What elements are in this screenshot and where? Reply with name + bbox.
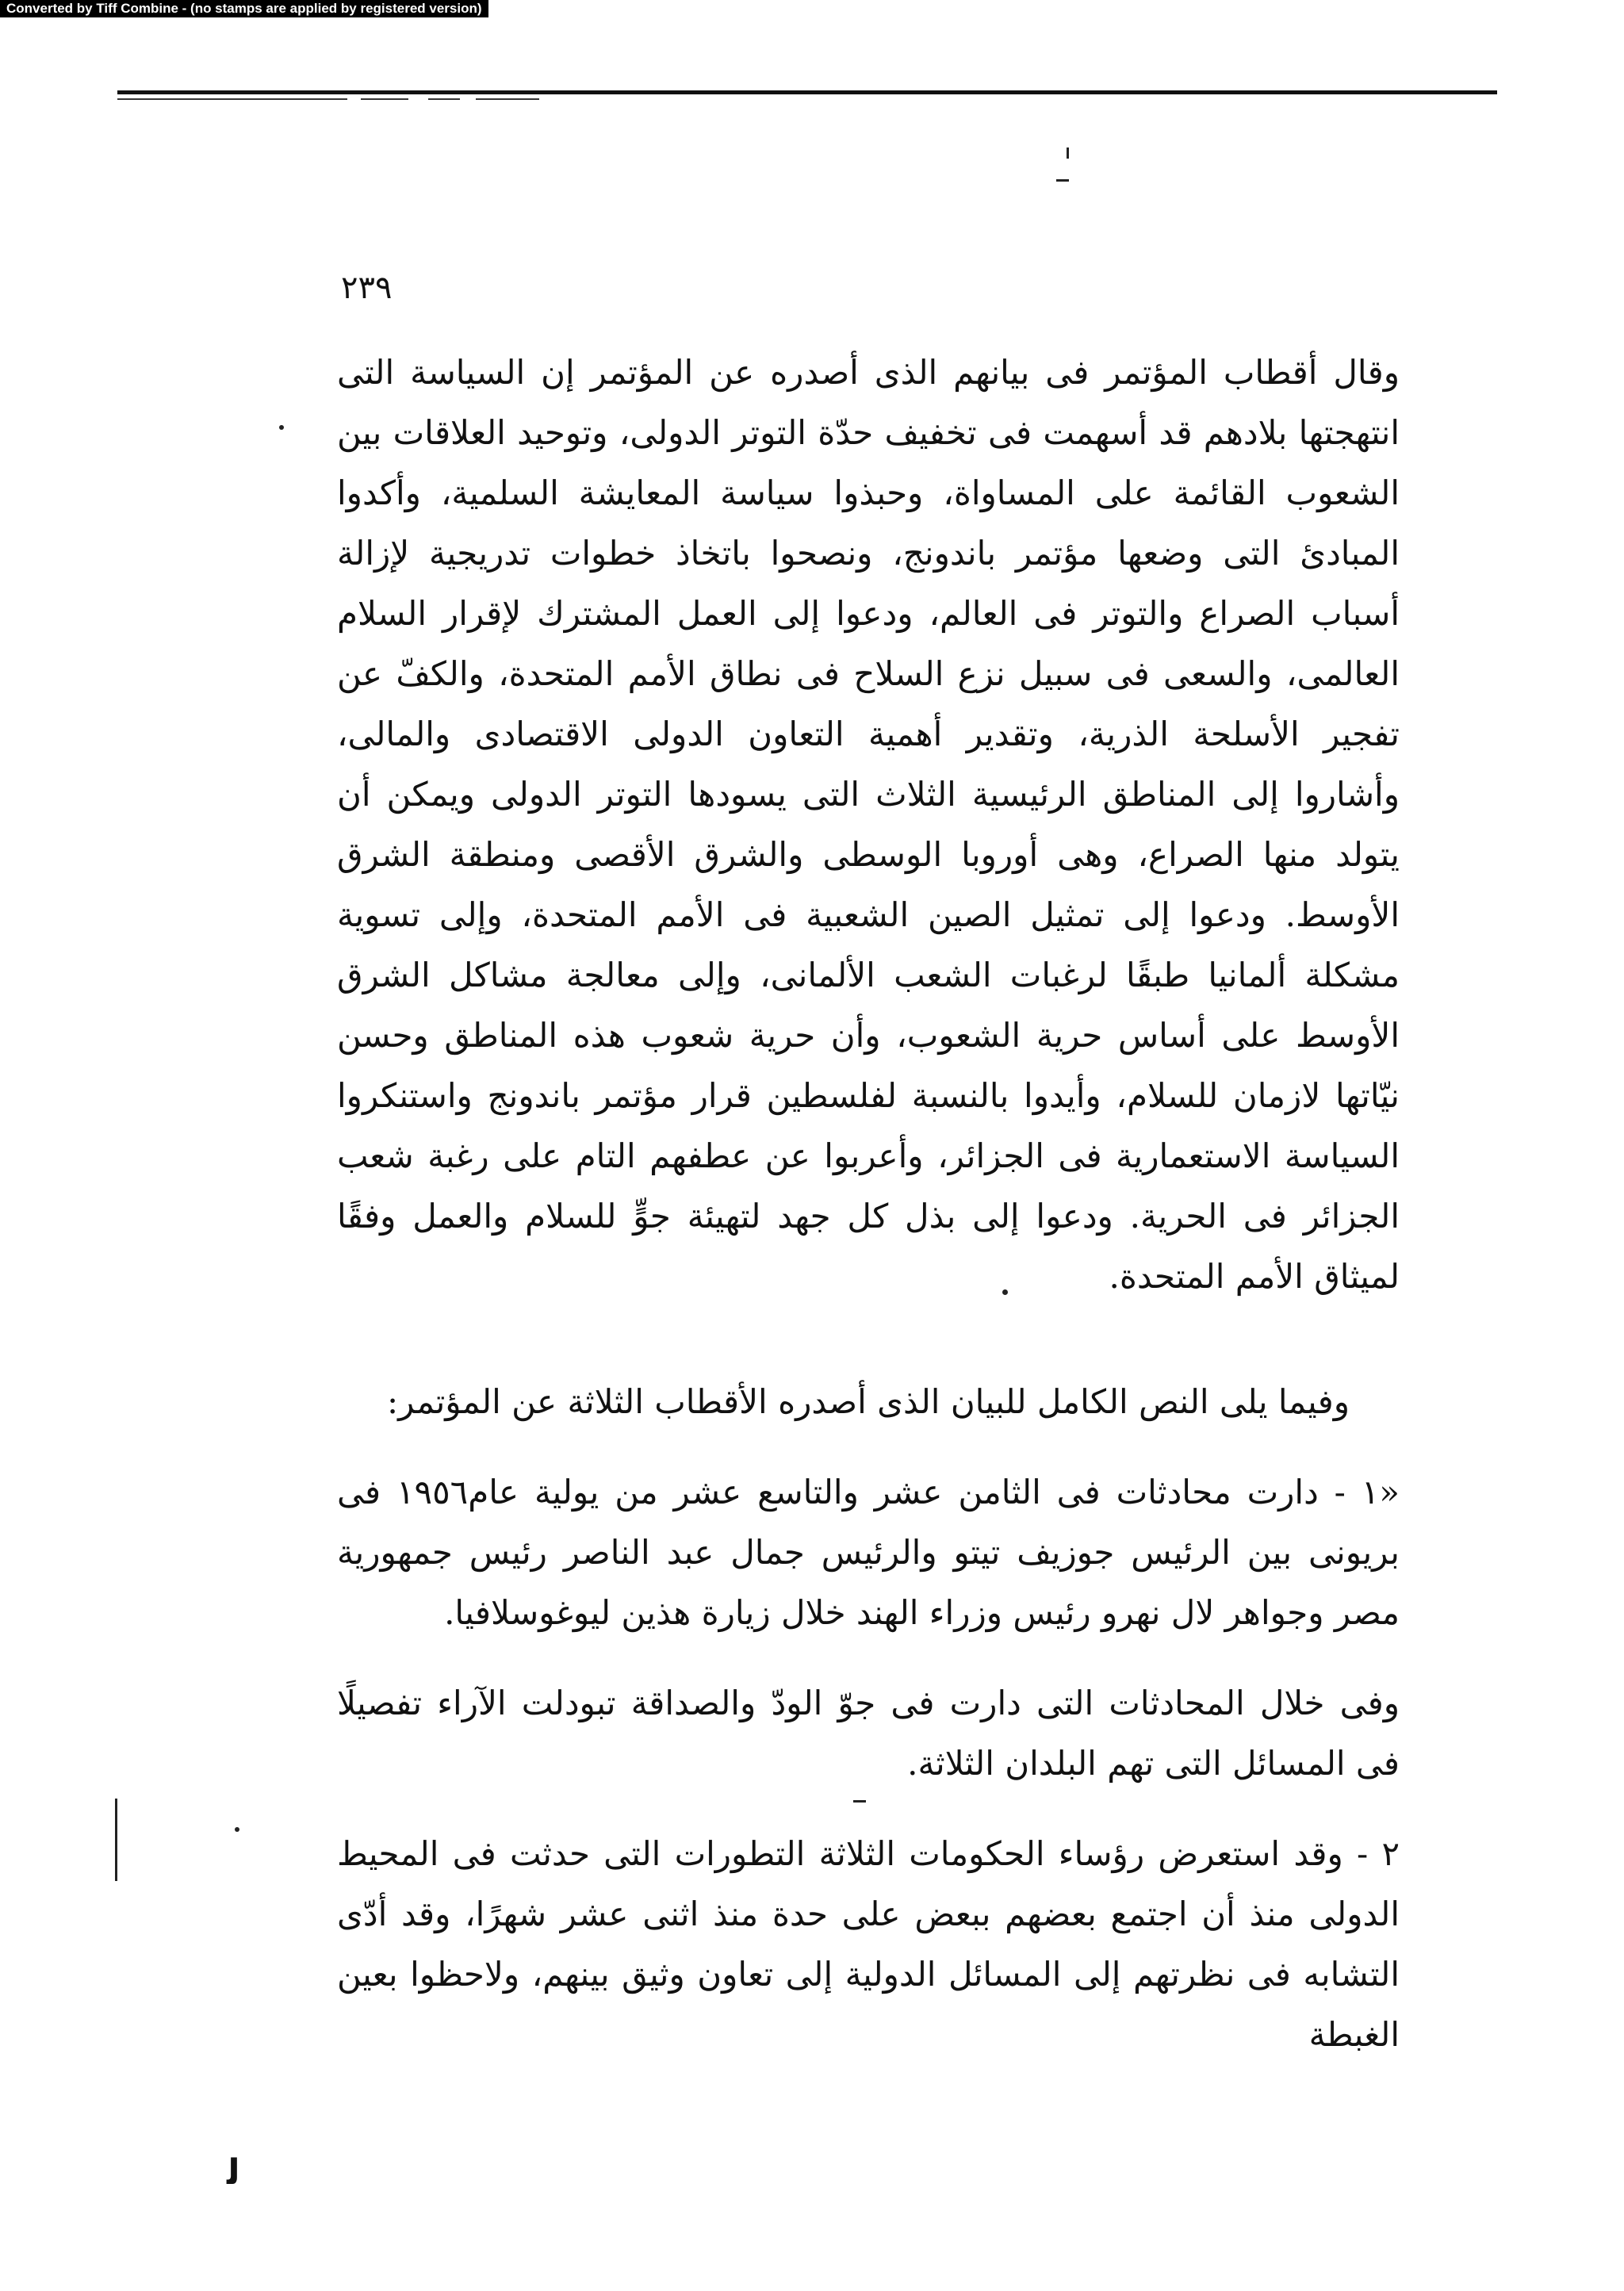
statement-clause-1: «١ - دارت محادثات فى الثامن عشر والتاسع عشر من يولية عام١٩٥٦ فى بريونى بين الرئيس جوزيف تيتو والرئيس جمال عبد الناصر رئيس جمهورية مصر وجواهر لال نهرو رئيس وزراء الهند خلال زيارة هذين ليوغوسلافيا. [337,1473,1400,1632]
header-rule-fragment [361,98,408,100]
body-text-bottom [337,1372,1400,2095]
margin-line [115,1799,117,1881]
header-rule-fragment [476,98,539,100]
scan-speck [1067,147,1069,159]
scan-speck [279,425,284,430]
header-rule [117,90,1497,94]
statement-intro: وفيما يلى النص الكامل للبيان الذى أصدره الأقطاب الثلاثة عن المؤتمر: [387,1382,1350,1421]
scan-speck [1056,179,1069,182]
statement-clause-2: ٢ - وقد استعرض رؤساء الحكومات الثلاثة التطورات التى حدثت فى المحيط الدولى منذ أن اجتمع بعضهم ببعض على حدة منذ اثنى عشر شهرًا، وقد أدّى التشابه فى نظرتهم إلى المسائل الدولية إلى تعاون وثيق بينهم، ولاحظوا بعين الغبطة [337,1834,1400,2054]
page-number: ٢٣٩ [341,270,393,306]
converter-banner: Converted by Tiff Combine - (no stamps are applied by registered version) [0,0,488,17]
statement-paragraph: وفى خلال المحادثات التى دارت فى جوّ الودّ والصداقة تبودلت الآراء تفصيلًا فى المسائل التى تهم البلدان الثلاثة. [337,1684,1400,1783]
body-text-top [337,343,1400,1307]
header-rule-fragment [117,98,347,100]
header-rule-fragment [428,98,460,100]
footer-mark: ﻟ [227,2152,240,2193]
body-paragraph: وقال أقطاب المؤتمر فى بيانهم الذى أصدره عن المؤتمر إن السياسة التى انتهجتها بلادهم قد أسهمت فى تخفيف حدّة التوتر الدولى، وتوحيد العلاقات بين الشعوب القائمة على المساواة، وحبذوا سياسة المعايشة السلمية، وأكدوا المبادئ التى وضعها مؤتمر باندونج، ونصحوا باتخاذ خطوات تدريجية لإزالة أسباب الصراع والتوتر فى العالم، ودعوا إلى العمل المشترك لإقرار السلام العالمى، والسعى فى سبيل نزع السلاح فى نطاق الأمم المتحدة، والكفّ عن تفجير الأسلحة الذرية، وتقدير أهمية التعاون الدولى الاقتصادى والمالى، وأشاروا إلى المناطق الرئيسية الثلاث التى يسودها التوتر الدولى ويمكن أن يتولد منها الصراع، وهى أوروبا الوسطى والشرق الأقصى ومنطقة الشرق الأوسط. ودعوا إلى تمثيل الصين الشعبية فى الأمم المتحدة، وإلى تسوية مشكلة ألمانيا طبقًا لرغبات الشعب الألمانى، وإلى معالجة مشاكل الشرق الأوسط على أساس حرية الشعوب، وأن حرية شعوب هذه المناطق وحسن نيّاتها لازمان للسلام، وأيدوا بالنسبة لفلسطين قرار مؤتمر باندونج واستنكروا السياسة الاستعمارية فى الجزائر، وأعربوا عن عطفهم التام على رغبة شعب الجزائر فى الحرية. ودعوا إلى بذل كل جهد لتهيئة جوٍّ للسلام والعمل وفقًا لميثاق الأمم المتحدة. [337,353,1400,1296]
scan-speck [235,1827,239,1832]
